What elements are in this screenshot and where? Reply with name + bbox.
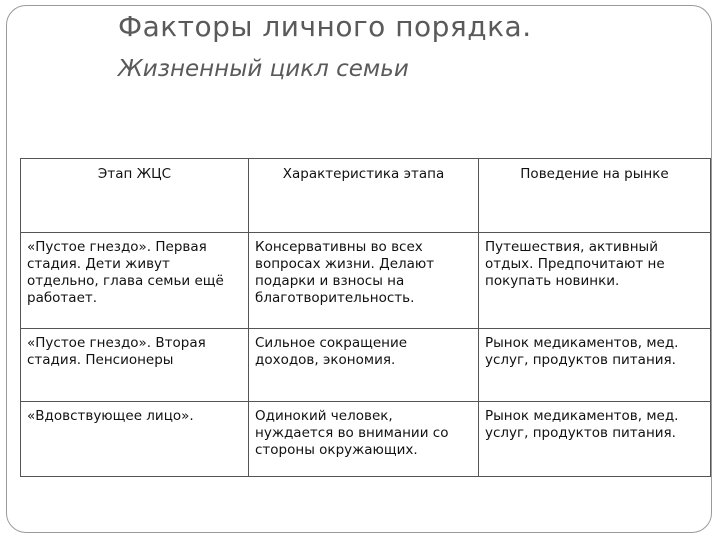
table-row	[21, 329, 711, 402]
cell-stage: «Пустое гнездо». Вторая стадия. Пенсионеры	[21, 329, 249, 402]
life-cycle-table	[20, 158, 711, 477]
header-stage: Этап ЖЦС	[21, 159, 249, 233]
cell-behavior: Путешествия, активный отдых. Предпочитают не покупать новинки.	[479, 233, 711, 329]
slide-subtitle: Жизненный цикл семьи	[118, 56, 409, 82]
slide-title: Факторы личного порядка.	[118, 10, 532, 43]
cell-stage: «Пустое гнездо». Первая стадия. Дети живут отдельно, глава семьи ещё работает.	[21, 233, 249, 329]
cell-characteristic: Одинокий человек, нуждается во внимании со стороны окружающих.	[249, 402, 479, 477]
cell-characteristic: Консервативны во всех вопросах жизни. Делают подарки и взносы на благотворительность.	[249, 233, 479, 329]
table-header-row	[21, 159, 711, 233]
header-behavior: Поведение на рынке	[479, 159, 711, 233]
header-characteristic: Характеристика этапа	[249, 159, 479, 233]
table-row	[21, 233, 711, 329]
table-row	[21, 402, 711, 477]
cell-stage: «Вдовствующее лицо».	[21, 402, 249, 477]
cell-characteristic: Сильное сокращение доходов, экономия.	[249, 329, 479, 402]
cell-behavior: Рынок медикаментов, мед. услуг, продуктов питания.	[479, 402, 711, 477]
cell-behavior: Рынок медикаментов, мед. услуг, продуктов питания.	[479, 329, 711, 402]
